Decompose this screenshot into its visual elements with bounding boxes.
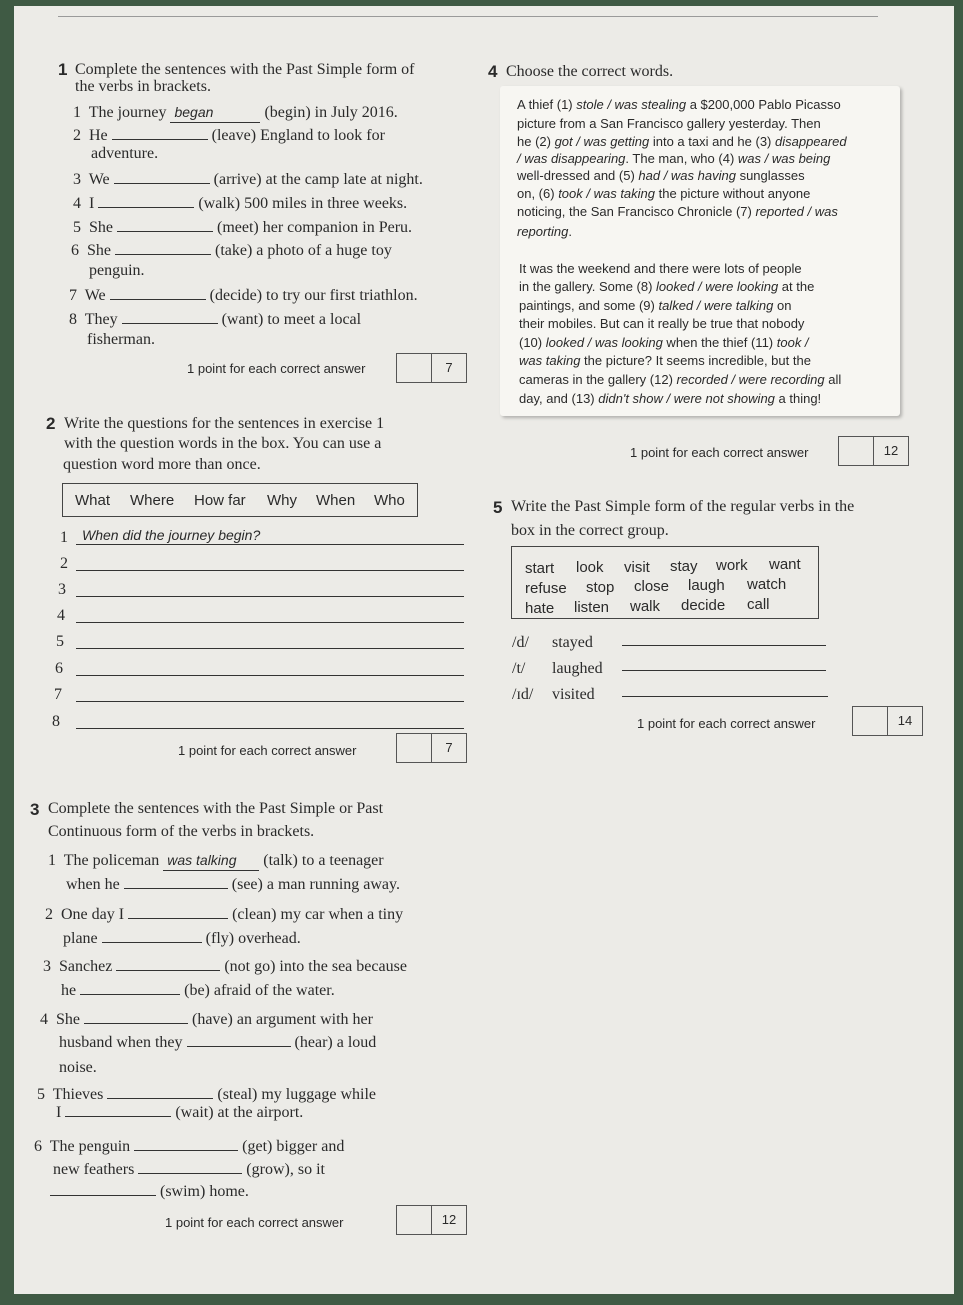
verb: stop xyxy=(586,579,615,596)
question-word: When xyxy=(316,492,356,509)
verb: walk xyxy=(630,598,661,615)
text-line: picture from a San Francisco gallery yesterday. Then xyxy=(517,116,821,131)
question-word: How far xyxy=(194,492,246,509)
score-box xyxy=(838,436,909,466)
text-line: / was disappearing. The man, who (4) was / was being xyxy=(517,151,831,166)
item-4: 4 I (walk) 500 miles in three weeks. xyxy=(73,195,408,212)
sound-group-label: /t/ xyxy=(512,660,526,677)
question-answer-line[interactable] xyxy=(76,553,464,571)
answer-blank[interactable] xyxy=(116,970,220,971)
score-input[interactable] xyxy=(397,734,432,762)
verb: visit xyxy=(624,559,650,576)
answer-blank[interactable] xyxy=(112,139,208,140)
exercise-number: 2 xyxy=(46,414,56,433)
answer-blank[interactable] xyxy=(110,299,206,300)
question-word: What xyxy=(75,492,111,509)
instruction: the verbs in brackets. xyxy=(75,78,211,95)
score-input[interactable] xyxy=(839,437,874,465)
question-word: Why xyxy=(267,492,297,509)
answer-blank[interactable] xyxy=(138,1173,242,1174)
question-answer-line[interactable]: When did the journey begin? xyxy=(76,527,464,545)
item-8: 8 They (want) to meet a local xyxy=(69,311,362,328)
score-box xyxy=(852,706,923,736)
answer-blank[interactable] xyxy=(84,1023,188,1024)
answer-blank[interactable] xyxy=(107,1098,213,1099)
item-2: 2 He (leave) England to look for xyxy=(73,127,385,144)
item-5: 5 She (meet) her companion in Peru. xyxy=(73,219,413,236)
question-word: Where xyxy=(130,492,175,509)
item-5: 5 Thieves (steal) my luggage while xyxy=(37,1086,376,1103)
answer-blank[interactable] xyxy=(65,1116,171,1117)
score-box xyxy=(396,1205,467,1235)
question-answer-line[interactable] xyxy=(76,631,464,649)
instruction: Write the questions for the sentences in exercise 1 xyxy=(64,415,385,432)
group-answer-line[interactable] xyxy=(622,682,828,697)
text-line: day, and (13) didn't show / were not showing a thing! xyxy=(519,391,822,406)
answer-blank[interactable] xyxy=(102,942,202,943)
answer-blank[interactable] xyxy=(98,207,194,208)
text-line: noticing, the San Francisco Chronicle (7) reported / was xyxy=(517,204,838,219)
item-6: 6 The penguin (get) bigger and xyxy=(34,1138,345,1155)
choice[interactable]: had / was having xyxy=(638,168,736,183)
answer-blank[interactable] xyxy=(134,1150,238,1151)
choice[interactable]: recorded / were recording xyxy=(676,372,825,387)
choice[interactable]: was taking xyxy=(519,353,581,368)
text-line: he (2) got / was getting into a taxi and he (3) disappeared xyxy=(517,134,847,149)
item-1: 1 The journey began (begin) in July 2016. xyxy=(73,104,398,121)
choice[interactable]: talked / were talking xyxy=(658,298,774,313)
text-line: was taking the picture? It seems incredible, but the xyxy=(519,353,811,368)
question-answer-line[interactable] xyxy=(76,579,464,597)
verb: watch xyxy=(747,576,787,593)
answer-blank[interactable] xyxy=(187,1046,291,1047)
exercise-number: 4 xyxy=(488,62,498,81)
score-box xyxy=(396,353,467,383)
sound-group-label: /d/ xyxy=(512,634,529,651)
verb: listen xyxy=(574,599,610,616)
verb: refuse xyxy=(525,580,567,597)
group-example: laughed xyxy=(552,660,603,677)
instruction: Continuous form of the verbs in brackets. xyxy=(48,823,315,840)
verb: stay xyxy=(670,558,698,575)
points-label: 1 point for each correct answer xyxy=(165,1215,344,1230)
instruction: box in the correct group. xyxy=(511,522,669,539)
exercise-number: 5 xyxy=(493,498,503,517)
text-line: reporting. xyxy=(517,224,572,239)
choice[interactable]: reporting xyxy=(517,224,569,239)
question-word: Who xyxy=(374,492,405,509)
choice[interactable]: didn't show / were not showing xyxy=(598,391,775,406)
choice[interactable]: looked / was looking xyxy=(545,335,663,350)
text-line: in the gallery. Some (8) looked / were looking at the xyxy=(519,279,815,294)
text-line: on, (6) took / was taking the picture without anyone xyxy=(517,186,811,201)
choice[interactable]: looked / were looking xyxy=(656,279,779,294)
choice[interactable]: took / xyxy=(776,335,809,350)
verb: decide xyxy=(681,597,726,614)
choice[interactable]: took / was taking xyxy=(558,186,656,201)
sound-group-label: /ɪd/ xyxy=(512,686,534,703)
choice[interactable]: disappeared xyxy=(775,134,847,149)
score-box xyxy=(396,733,467,763)
item-6: 6 She (take) a photo of a huge toy xyxy=(71,242,392,259)
instruction: Write the Past Simple form of the regular verbs in the xyxy=(511,498,855,515)
exercise-4-text-card xyxy=(500,86,900,416)
choice[interactable]: reported / was xyxy=(755,204,838,219)
instruction: Choose the correct words. xyxy=(506,63,674,80)
answer-blank[interactable] xyxy=(80,994,180,995)
text-line: cameras in the gallery (12) recorded / were recording all xyxy=(519,372,842,387)
points-label: 1 point for each correct answer xyxy=(178,743,357,758)
instruction: question word more than once. xyxy=(63,456,261,473)
exercise-number: 1 xyxy=(58,60,68,79)
question-answer-line[interactable] xyxy=(76,684,464,702)
verb: want xyxy=(769,556,801,573)
item-4: 4 She (have) an argument with her xyxy=(40,1011,373,1028)
text-line: A thief (1) stole / was stealing a $200,000 Pablo Picasso xyxy=(517,97,841,112)
score-input[interactable] xyxy=(853,707,888,735)
points-label: 1 point for each correct answer xyxy=(187,361,366,376)
verb: laugh xyxy=(688,577,725,594)
choice[interactable]: stole / was stealing xyxy=(576,97,687,112)
score-total: 12 xyxy=(441,1212,457,1227)
verb-box xyxy=(511,546,819,619)
answer-blank[interactable] xyxy=(124,888,228,889)
text-line: It was the weekend and there were lots of people xyxy=(519,261,802,276)
answer-blank[interactable] xyxy=(50,1195,156,1196)
answer-blank[interactable]: was talking xyxy=(163,852,259,871)
answer-blank[interactable] xyxy=(117,231,213,232)
item-1: 1 The policeman was talking (talk) to a teenager xyxy=(48,852,384,869)
verb: call xyxy=(747,596,770,613)
group-answer-line[interactable] xyxy=(622,631,826,646)
answer-blank[interactable]: began xyxy=(170,104,260,123)
item-7: 7 We (decide) to try our first triathlon. xyxy=(69,287,418,304)
answer-blank[interactable] xyxy=(114,183,210,184)
item-3: 3 Sanchez (not go) into the sea because xyxy=(43,958,407,975)
points-label: 1 point for each correct answer xyxy=(637,716,816,731)
points-label: 1 point for each correct answer xyxy=(630,445,809,460)
choice[interactable]: got / was getting xyxy=(554,134,650,149)
item-2: 2 One day I (clean) my car when a tiny xyxy=(45,906,404,923)
question-word-box xyxy=(62,483,418,517)
score-input[interactable] xyxy=(397,354,432,382)
text-line: their mobiles. But can it really be true that nobody xyxy=(519,316,805,331)
verb: look xyxy=(576,559,604,576)
score-input[interactable] xyxy=(397,1206,432,1234)
question-answer-line[interactable] xyxy=(76,711,464,729)
choice[interactable]: / was disappearing xyxy=(517,151,626,166)
group-example: visited xyxy=(552,686,595,703)
score-total: 12 xyxy=(883,443,899,458)
score-total: 14 xyxy=(897,713,913,728)
score-total: 7 xyxy=(445,360,453,375)
item-3: 3 We (arrive) at the camp late at night. xyxy=(73,171,423,188)
verb: start xyxy=(525,560,555,577)
verb: work xyxy=(716,557,748,574)
group-example: stayed xyxy=(552,634,593,651)
text-line: well-dressed and (5) had / was having sunglasses xyxy=(517,168,805,183)
instruction: Complete the sentences with the Past Simple or Past xyxy=(48,800,384,817)
group-answer-line[interactable] xyxy=(622,656,826,671)
instruction: with the question words in the box. You can use a xyxy=(64,435,382,452)
text-line: paintings, and some (9) talked / were talking on xyxy=(519,298,792,313)
choice[interactable]: was / was being xyxy=(737,151,831,166)
question-answer-line[interactable] xyxy=(76,605,464,623)
instruction: Complete the sentences with the Past Simple form of xyxy=(75,61,415,78)
answer-blank[interactable] xyxy=(115,254,211,255)
text-line: (10) looked / was looking when the thief (11) took / xyxy=(519,335,809,350)
answer-blank[interactable] xyxy=(128,918,228,919)
top-rule xyxy=(58,16,878,17)
exercise-number: 3 xyxy=(30,800,40,819)
score-total: 7 xyxy=(445,740,453,755)
question-answer-line[interactable] xyxy=(76,658,464,676)
verb: close xyxy=(634,578,670,595)
verb: hate xyxy=(525,600,555,617)
answer-blank[interactable] xyxy=(122,323,218,324)
